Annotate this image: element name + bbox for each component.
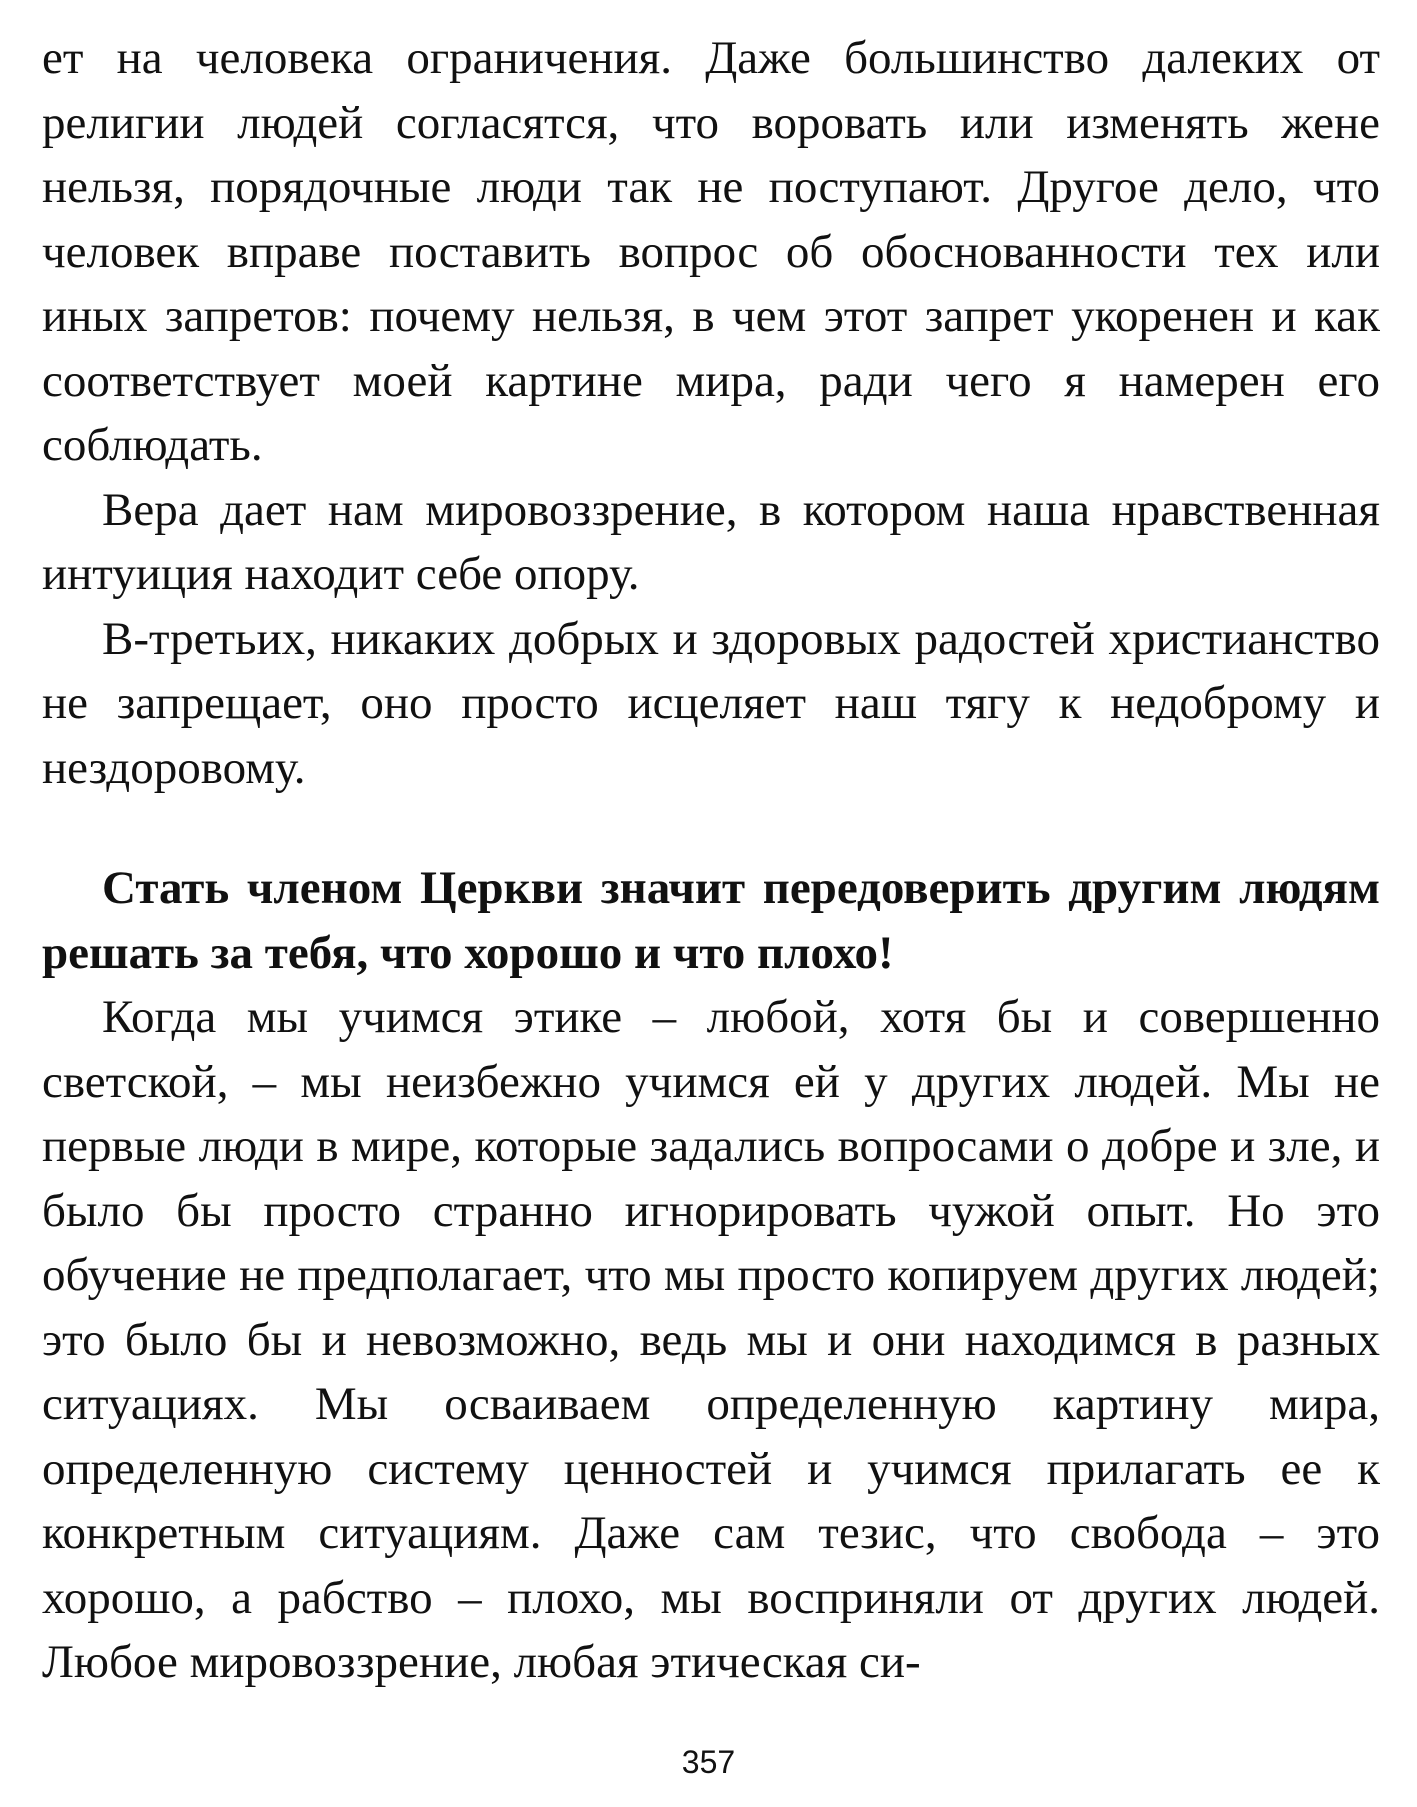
paragraph-faith: Вера дает нам мировоззрение, в котором наша нравственная интуиция находит себе опору.	[42, 483, 1380, 600]
section-heading: Стать членом Церкви значит передоверить другим людям решать за тебя, что хорошо и что плохо!	[42, 862, 1380, 979]
paragraph-continuation: ет на человека ограничения. Даже большинство далеких от религии людей согласятся, что воровать или изменять жене нельзя, порядочные люди так не поступают. Другое дело, что человек вправе поставить вопрос об обоснованности тех или иных запретов: почему нельзя, в чем этот запрет укоренен и как соответствует моей картине мира, ради чего я намерен его соблюдать.	[42, 32, 1380, 471]
page-body	[42, 26, 1380, 1695]
paragraph-ethics: Когда мы учимся этике – любой, хотя бы и совершенно светской, – мы неизбежно учимся ей у других людей. Мы не первые люди в мире, которые задались вопросами о добре и зле, и было бы просто странно игнорировать чужой опыт. Но это обучение не предполагает, что мы просто копируем других людей; это было бы и невозможно, ведь мы и они находимся в разных ситуациях. Мы осваиваем определенную картину мира, определенную систему ценностей и учимся прилагать ее к конкретным ситуациям. Даже сам тезис, что свобода – это хорошо, а рабство – плохо, мы восприняли от других людей. Любое мировоззрение, любая этическая си-	[42, 991, 1380, 1688]
paragraph-thirdly: В-третьих, никаких добрых и здоровых радостей христианство не запрещает, оно просто исцеляет наш тягу к недоброму и нездоровому.	[42, 612, 1380, 794]
page-number: 357	[681, 1744, 736, 1780]
